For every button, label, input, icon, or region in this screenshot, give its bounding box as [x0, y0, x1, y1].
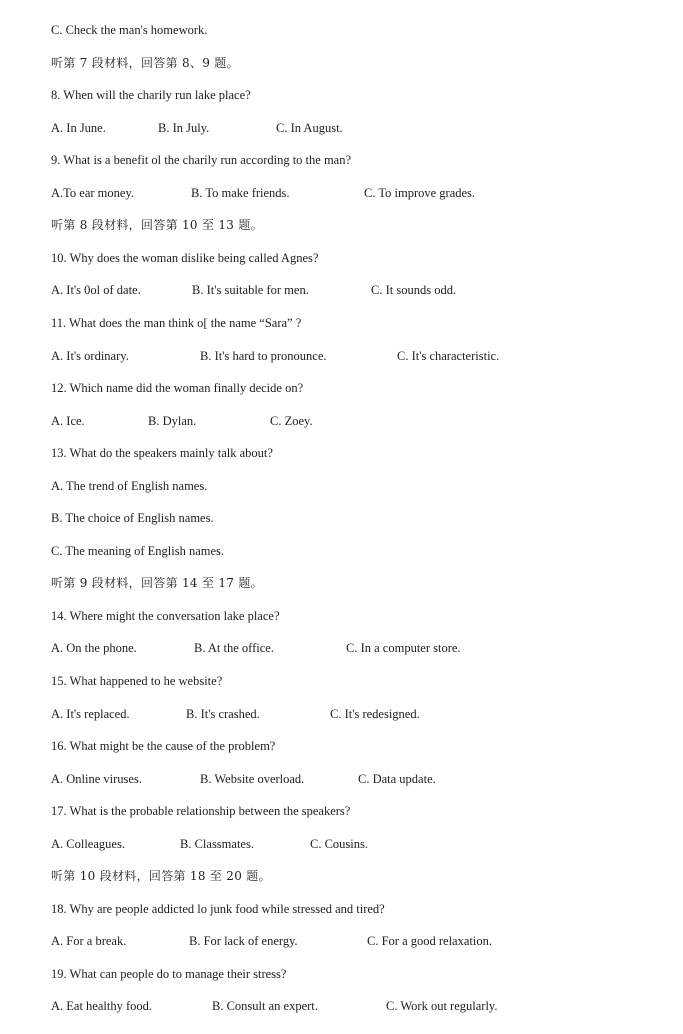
- question-line: 8. When will the charily run lake place?: [51, 88, 251, 102]
- question-line: C. Check the man's homework.: [51, 23, 208, 37]
- question-line: 13. What do the speakers mainly talk about?: [51, 446, 273, 460]
- question-line: 9. What is a benefit ol the charily run according to the man?: [51, 153, 352, 167]
- question-line: 17. What is the probable relationship between the speakers?: [51, 804, 351, 818]
- answer-option: A. In June.: [51, 121, 106, 135]
- section-heading: 听第 10 段材料，回答第 18 至 20 题。: [51, 869, 271, 883]
- answer-option: A. It's ordinary.: [51, 349, 129, 363]
- question-line: 10. Why does the woman dislike being called Agnes?: [51, 251, 319, 265]
- answer-option: C. It sounds odd.: [371, 283, 457, 297]
- question-line: 16. What might be the cause of the problem?: [51, 739, 276, 753]
- answer-option: B. Consult an expert.: [212, 999, 318, 1013]
- question-line: B. The choice of English names.: [51, 511, 214, 525]
- answer-option: C. For a good relaxation.: [367, 934, 492, 948]
- answer-option: C. Cousins.: [310, 837, 369, 851]
- question-line: 19. What can people do to manage their stress?: [51, 967, 287, 981]
- answer-option: B. At the office.: [194, 641, 274, 655]
- answer-option: B. Dylan.: [148, 414, 197, 428]
- question-line: 12. Which name did the woman finally decide on?: [51, 381, 304, 395]
- question-line: A. The trend of English names.: [51, 479, 208, 493]
- answer-option: A. Online viruses.: [51, 772, 142, 786]
- question-line: C. The meaning of English names.: [51, 544, 225, 558]
- answer-option: A. Eat healthy food.: [51, 999, 153, 1013]
- answer-option: C. To improve grades.: [364, 186, 476, 200]
- section-heading: 听第 7 段材料，回答第 8、9 题。: [51, 56, 239, 70]
- question-line: 15. What happened to he website?: [51, 674, 223, 688]
- section-heading: 听第 9 段材料，回答第 14 至 17 题。: [51, 576, 263, 590]
- answer-option: B. Classmates.: [180, 837, 254, 851]
- answer-option: B. Website overload.: [200, 772, 305, 786]
- answer-option: B. For lack of energy.: [189, 934, 298, 948]
- answer-option: B. It's crashed.: [186, 707, 260, 721]
- answer-option: C. In August.: [276, 121, 343, 135]
- answer-option: C. Work out regularly.: [386, 999, 498, 1013]
- answer-option: C. It's redesigned.: [330, 707, 420, 721]
- answer-option: B. In July.: [158, 121, 210, 135]
- answer-option: A. On the phone.: [51, 641, 137, 655]
- answer-option: C. In a computer store.: [346, 641, 461, 655]
- answer-option: A. It's replaced.: [51, 707, 130, 721]
- answer-option: B. It's suitable for men.: [192, 283, 309, 297]
- answer-option: A. Ice.: [51, 414, 85, 428]
- answer-option: A. For a break.: [51, 934, 127, 948]
- answer-option: C. It's characteristic.: [397, 349, 500, 363]
- answer-option: C. Data update.: [358, 772, 436, 786]
- question-line: 18. Why are people addicted lo junk food while stressed and tired?: [51, 902, 385, 916]
- answer-option: A.To ear money.: [51, 186, 135, 200]
- question-line: 11. What does the man think o[ the name “Sara” ?: [51, 316, 302, 330]
- answer-option: B. It's hard to pronounce.: [200, 349, 327, 363]
- question-line: 14. Where might the conversation lake place?: [51, 609, 280, 623]
- answer-option: C. Zoey.: [270, 414, 313, 428]
- answer-option: A. It's 0ol of date.: [51, 283, 141, 297]
- answer-option: B. To make friends.: [191, 186, 290, 200]
- section-heading: 听第 8 段材料，回答第 10 至 13 题。: [51, 218, 263, 232]
- answer-option: A. Colleagues.: [51, 837, 125, 851]
